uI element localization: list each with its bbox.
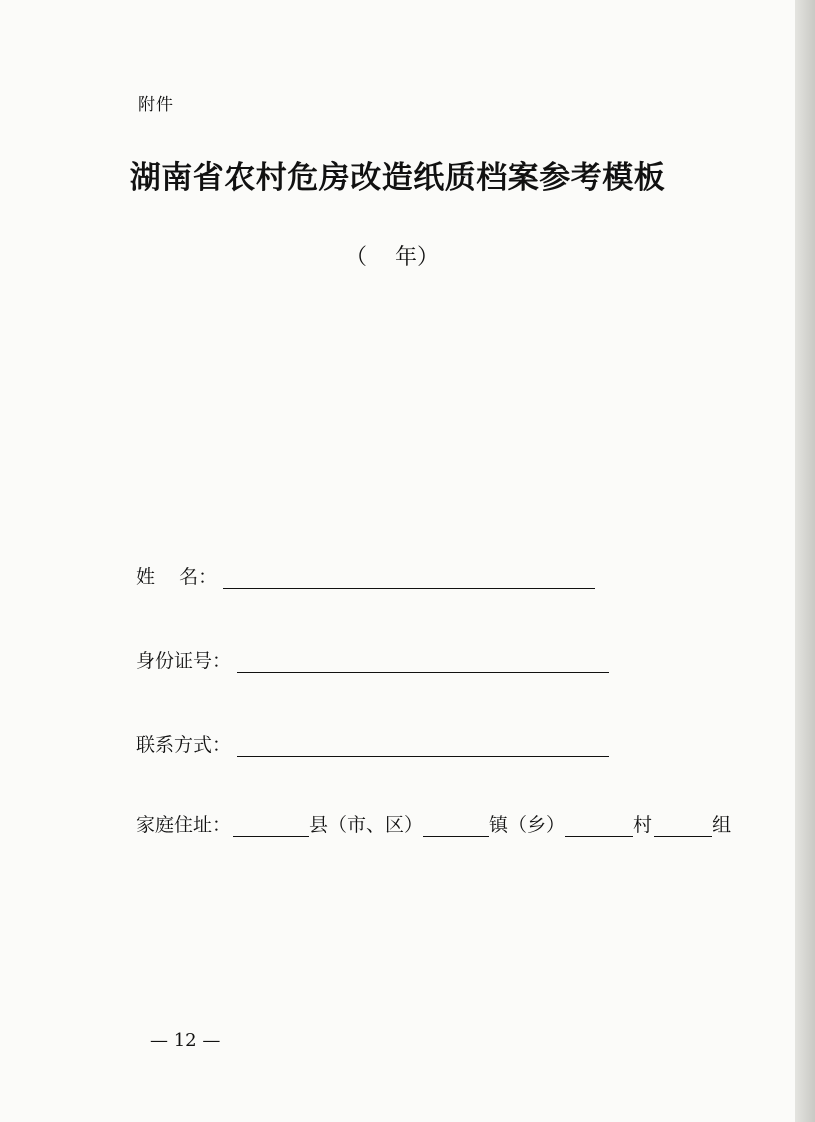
id-number-field[interactable]	[237, 650, 609, 673]
id-row	[136, 646, 609, 673]
id-label: 身份证号：	[136, 650, 232, 672]
address-label: 家庭住址：	[136, 814, 232, 836]
town-label: 镇（乡）	[489, 814, 566, 836]
contact-row	[136, 730, 609, 757]
county-label: 县（市、区）	[309, 814, 424, 836]
address-row	[136, 810, 731, 837]
name-row	[136, 562, 595, 589]
town-field[interactable]	[423, 814, 489, 837]
page-number: — 12 —	[150, 1030, 221, 1051]
name-field[interactable]	[223, 566, 595, 589]
contact-field[interactable]	[237, 734, 609, 757]
contact-label: 联系方式：	[136, 734, 232, 756]
attachment-label: 附件	[138, 95, 174, 115]
page-edge	[795, 0, 815, 1122]
county-field[interactable]	[233, 814, 309, 837]
document-title: 湖南省农村危房改造纸质档案参考模板	[129, 160, 666, 196]
village-label: 村	[633, 814, 653, 836]
village-field[interactable]	[565, 814, 633, 837]
group-field[interactable]	[654, 814, 712, 837]
name-label: 姓 名：	[136, 566, 218, 588]
group-label: 组	[712, 814, 732, 836]
year-line: （ 年）	[345, 245, 439, 270]
